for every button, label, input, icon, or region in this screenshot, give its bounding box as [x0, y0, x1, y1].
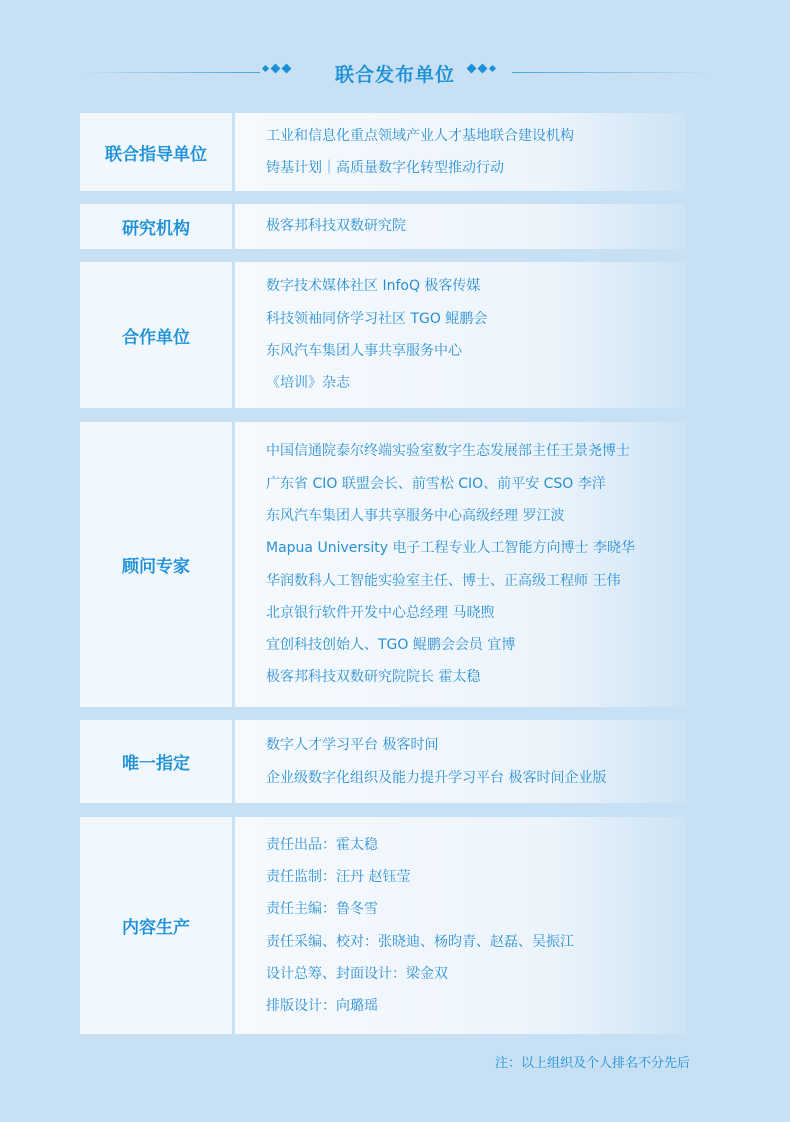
list-item: 责任主编：鲁冬雪 [266, 901, 378, 918]
section-body [235, 720, 685, 803]
section-body [235, 262, 685, 408]
list-item: 极客邦科技双数研究院院长 霍太稳 [266, 669, 481, 686]
list-item: 华润数科人工智能实验室主任、博士、正高级工程师 王伟 [266, 572, 621, 589]
section-label: 合作单位 [80, 262, 232, 408]
section-body [235, 422, 685, 707]
list-item: 数字技术媒体社区 InfoQ 极客传媒 [266, 278, 481, 295]
section-row-production [80, 817, 685, 1034]
list-item: 排版设计：向璐瑶 [266, 998, 378, 1015]
section-header [0, 58, 790, 88]
section-row-partners [80, 262, 685, 408]
section-row-research [80, 204, 685, 249]
section-row-designated [80, 720, 685, 803]
section-body [235, 817, 685, 1034]
section-label: 顾问专家 [80, 422, 232, 707]
list-item: 东风汽车集团人事共享服务中心高级经理 罗江波 [266, 507, 565, 524]
section-label: 研究机构 [80, 204, 232, 249]
section-row-guidance [80, 113, 685, 191]
list-item: 科技领袖同侪学习社区 TGO 鲲鹏会 [266, 310, 488, 327]
section-label: 唯一指定 [80, 720, 232, 803]
page-title: 联合发布单位 [334, 64, 455, 86]
list-item: 东风汽车集团人事共享服务中心 [266, 343, 462, 359]
list-item: Mapua University 电子工程专业人工智能方向博士 李晓华 [266, 540, 635, 557]
list-item: 广东省 CIO 联盟会长、前雪松 CIO、前平安 CSO 李洋 [266, 475, 606, 492]
header-line-right [512, 72, 712, 73]
section-body [235, 204, 685, 249]
list-item: 铸基计划｜高质量数字化转型推动行动 [266, 160, 504, 176]
list-item: 数字人才学习平台 极客时间 [266, 737, 439, 754]
list-item: 工业和信息化重点领域产业人才基地联合建设机构 [266, 127, 574, 144]
section-row-advisors [80, 422, 685, 707]
list-item: 极客邦科技双数研究院 [266, 218, 406, 235]
footer-note: 注：以上组织及个人排名不分先后 [494, 1056, 690, 1071]
list-item: 责任采编、校对：张晓迪、杨昀青、赵磊、吴振江 [266, 933, 574, 950]
list-item: 企业级数字化组织及能力提升学习平台 极客时间企业版 [266, 769, 607, 786]
list-item: 责任监制：汪丹 赵钰莹 [266, 868, 411, 885]
list-item: 《培训》杂志 [266, 375, 350, 392]
section-body [235, 113, 685, 191]
section-label: 联合指导单位 [80, 113, 232, 191]
list-item: 宜创科技创始人、TGO 鲲鹏会会员 宜博 [266, 637, 516, 654]
list-item: 责任出品：霍太稳 [266, 836, 378, 853]
list-item: 中国信通院泰尔终端实验室数字生态发展部主任王景尧博士 [266, 443, 630, 460]
list-item: 北京银行软件开发中心总经理 马晓煦 [266, 604, 495, 621]
section-label: 内容生产 [80, 817, 232, 1034]
list-item: 设计总筹、封面设计：梁金双 [266, 965, 448, 982]
diamond-ornament-right [468, 65, 495, 72]
